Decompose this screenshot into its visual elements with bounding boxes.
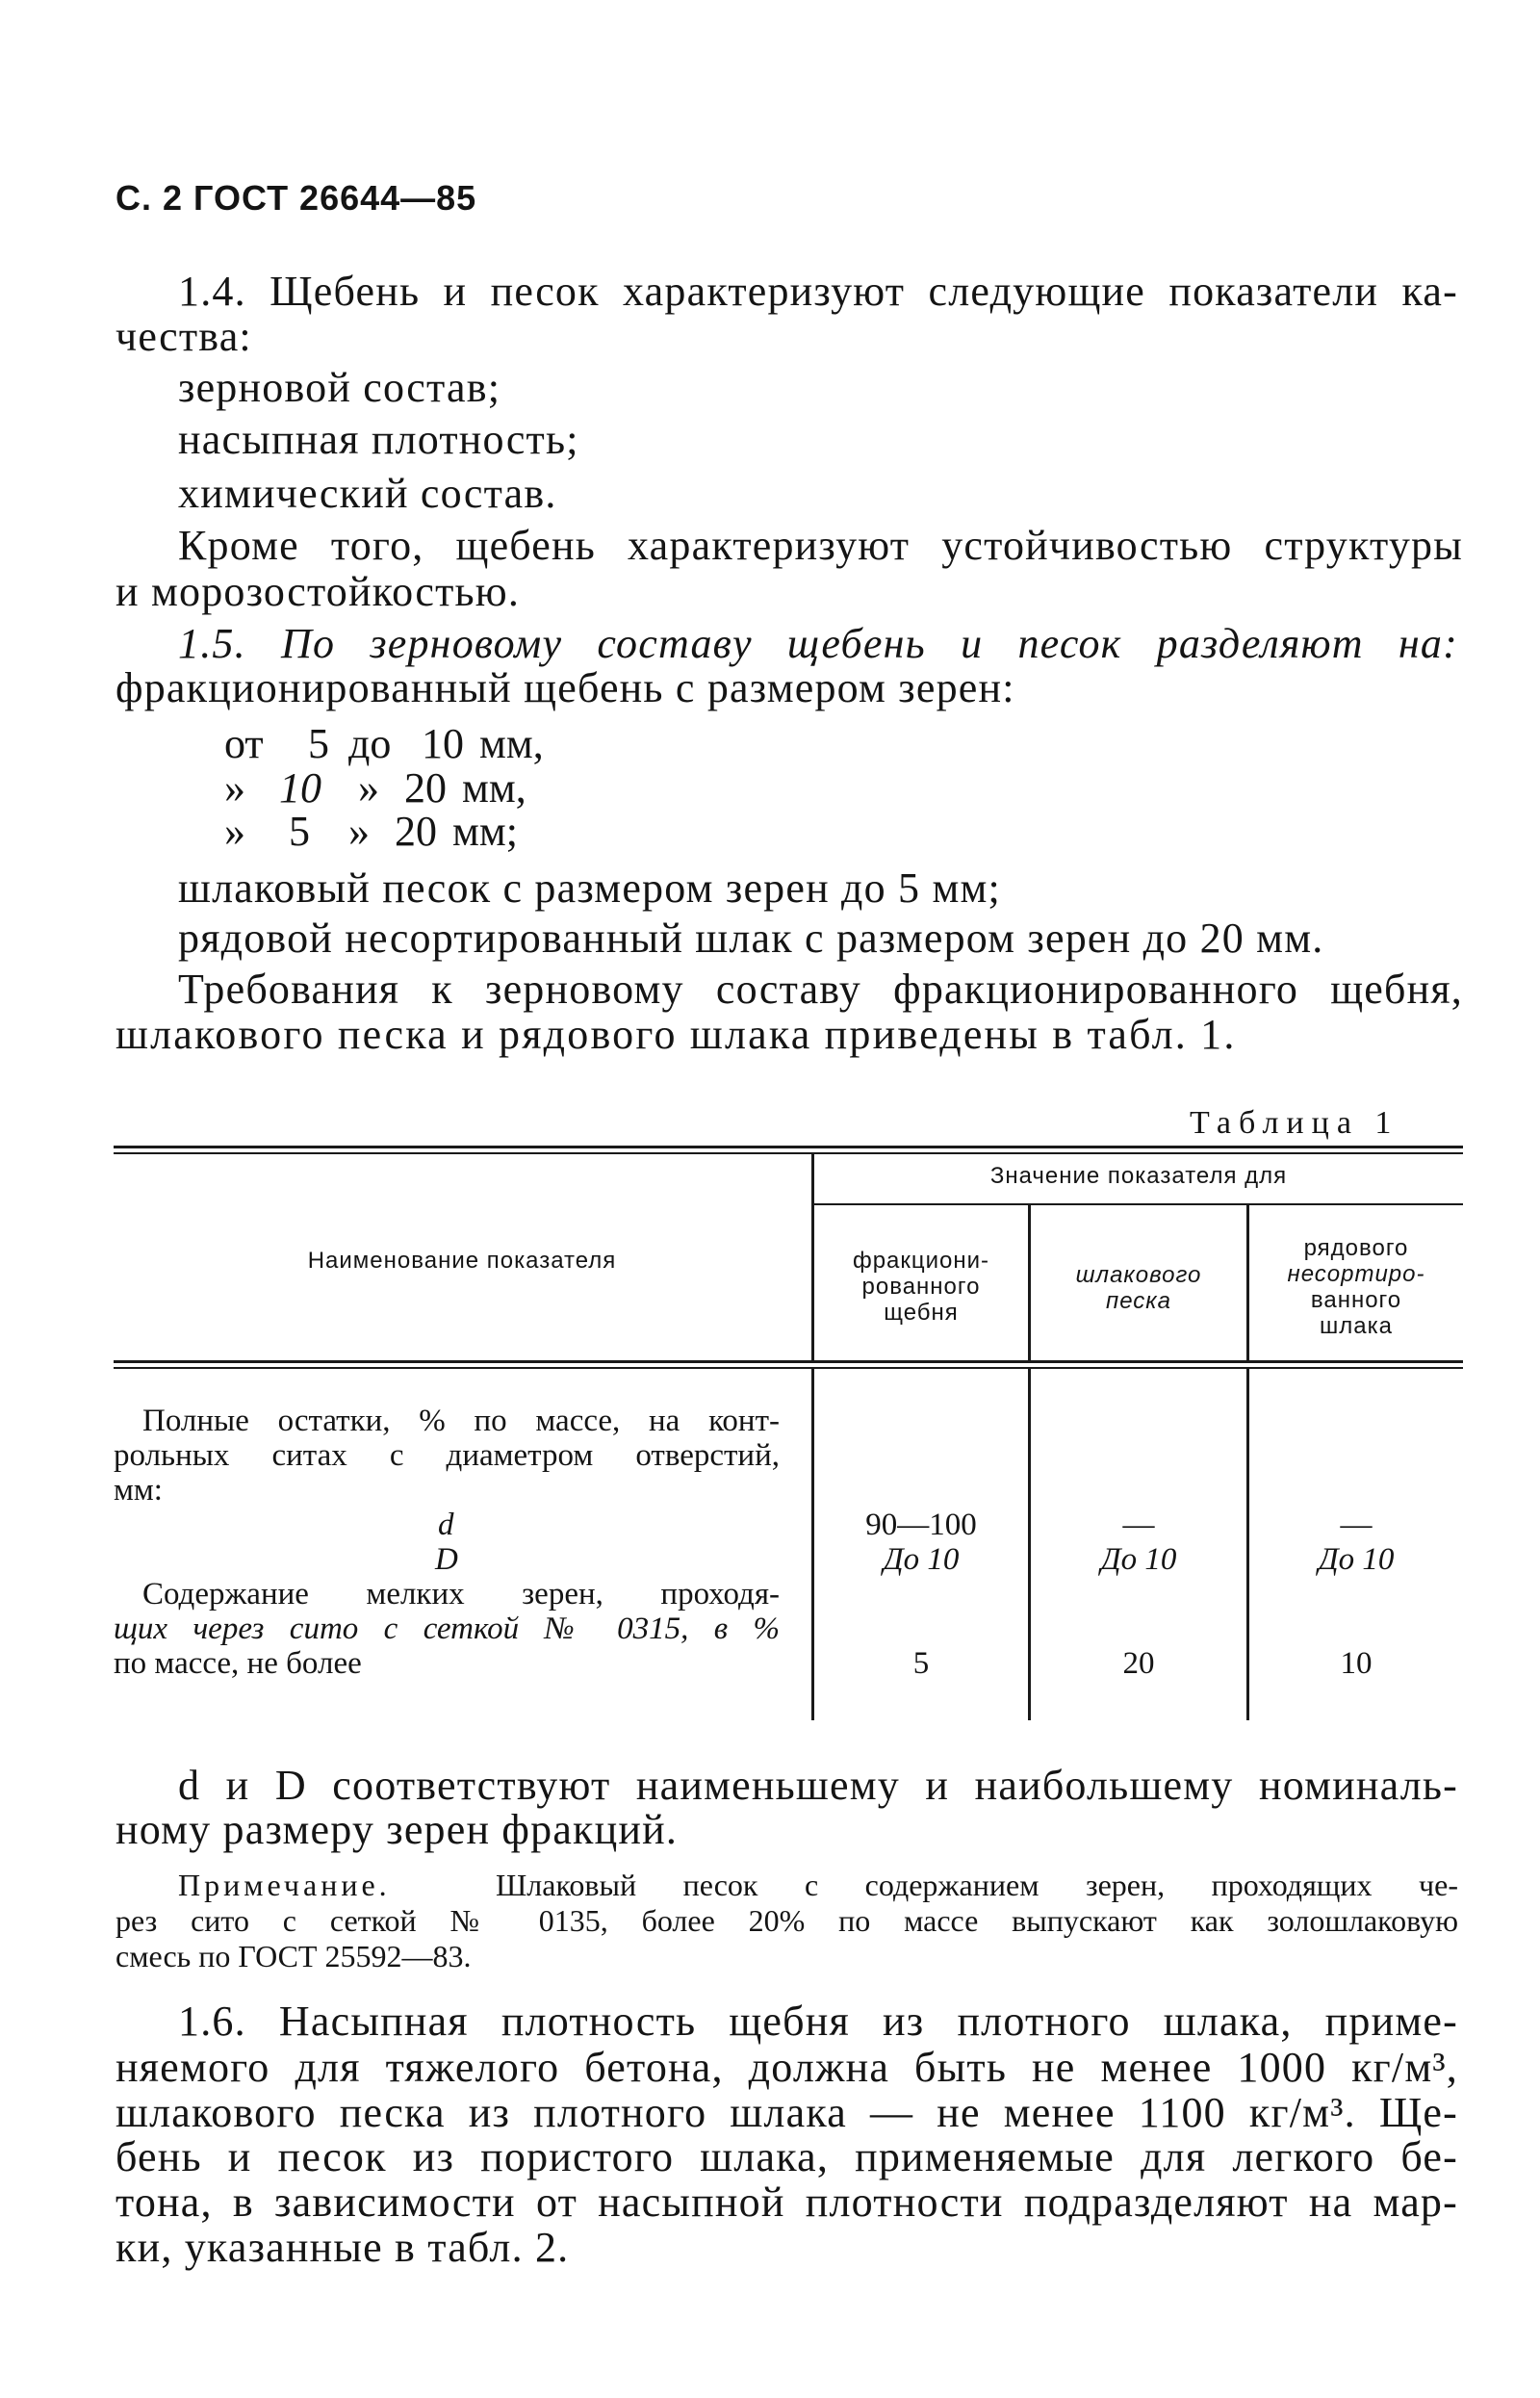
p15-req-line1: Требования к зерновому составу фракционированного щебня, <box>178 966 1463 1013</box>
table-top-rule-2 <box>114 1152 1463 1154</box>
th-col3-line4: шлака <box>1320 1313 1393 1339</box>
range-1-b: 5 <box>308 720 329 767</box>
cell-D-col2: До 10 <box>1100 1542 1177 1577</box>
p16-line2: няемого для тяжелого бетона, должна быть не менее 1000 кг/м³, <box>116 2044 1458 2091</box>
p14-item-1: зерновой состав; <box>178 364 501 411</box>
cell-fine-col2: 20 <box>1122 1646 1155 1681</box>
range-2-d: 20 <box>404 764 447 812</box>
p14-item-3: химический состав. <box>178 470 557 517</box>
row1-line1: Полные остатки, % по массе, на конт- <box>142 1404 780 1438</box>
p15-row-slag: рядовой несортированный шлак с размером зерен до 20 мм. <box>178 915 1324 962</box>
range-3-b: 5 <box>289 808 310 855</box>
table-title: Таблица 1 <box>1190 1105 1399 1141</box>
cell-fine-col1: 5 <box>912 1646 930 1681</box>
table-header-rule-2 <box>114 1367 1463 1369</box>
table-top-rule <box>114 1146 1463 1148</box>
row2-line3: по массе, не более <box>114 1646 362 1681</box>
range-1-c: до <box>348 720 392 767</box>
row2-line2: щих через сито с сеткой № 0315, в % <box>114 1612 780 1646</box>
p16-line6: ки, указанные в табл. 2. <box>116 2224 570 2271</box>
range-2-a: » <box>224 764 245 812</box>
p14-line2: чества: <box>116 313 252 360</box>
p16-line3: шлакового песка из плотного шлака — не менее 1100 кг/м³. Ще- <box>116 2089 1458 2136</box>
range-2-c: » <box>358 764 379 812</box>
th-col1 <box>814 1248 1028 1326</box>
note-line1: Шлаковый песок с содержанием зерен, проходящих че- <box>496 1868 1458 1902</box>
range-3-c: » <box>348 808 370 855</box>
th-col3-line2: несортиро- <box>1287 1261 1425 1287</box>
th-name: Наименование показателя <box>307 1248 617 1274</box>
th-col1-line1: фракциони- <box>852 1248 990 1274</box>
row1-line3: мм: <box>114 1473 163 1508</box>
p15-line1: 1.5. По зерновому составу щебень и песок разделяют на: <box>178 620 1458 667</box>
th-col1-line3: щебня <box>884 1300 959 1326</box>
th-col2-line2: песка <box>1106 1288 1171 1314</box>
after-table-line2: ному размеру зерен фракций. <box>116 1806 679 1853</box>
cell-D-col1: До 10 <box>883 1542 960 1577</box>
p14-extra-line1: Кроме того, щебень характеризуют устойчивостью структуры <box>178 522 1463 569</box>
th-col3-line1: рядового <box>1303 1235 1409 1261</box>
cell-d-col2: — <box>1122 1508 1155 1542</box>
th-col2-line1: шлакового <box>1075 1262 1202 1288</box>
range-1-e: мм, <box>479 720 544 767</box>
range-2-e: мм, <box>462 764 526 812</box>
p14-line1: 1.4. Щебень и песок характеризуют следующие показатели ка- <box>178 268 1458 315</box>
cell-d-col3: — <box>1340 1508 1373 1542</box>
cell-d-col1: 90—100 <box>865 1508 977 1542</box>
p15-slag-sand: шлаковый песок с размером зерен до 5 мм; <box>178 864 1001 912</box>
p14-item-2: насыпная плотность; <box>178 416 579 463</box>
p16-line4: бень и песок из пористого шлака, применяемые для легкого бе- <box>116 2133 1458 2180</box>
p15-req-line2: шлакового песка и рядового шлака приведены в табл. 1. <box>116 1011 1237 1058</box>
range-3-e: мм; <box>452 808 518 855</box>
range-1-a: от <box>224 720 264 767</box>
p16-line5: тона, в зависимости от насыпной плотности подразделяют на мар- <box>116 2179 1458 2226</box>
range-3-d: 20 <box>395 808 437 855</box>
row-d-label: d <box>438 1508 454 1542</box>
cell-D-col3: До 10 <box>1318 1542 1395 1577</box>
row2-line1: Содержание мелких зерен, проходя- <box>142 1577 780 1612</box>
p16-line1: 1.6. Насыпная плотность щебня из плотного шлака, приме- <box>178 1998 1458 2045</box>
th-col1-line2: рованного <box>861 1274 981 1300</box>
p15-line2: фракционированный щебень с размером зерен: <box>116 664 1015 711</box>
range-3-a: » <box>224 808 245 855</box>
note-label: Примечание. <box>178 1868 391 1902</box>
note-line3: смесь по ГОСТ 25592—83. <box>116 1939 472 1973</box>
row1-line2: рольных ситах с диаметром отверстий, <box>114 1438 780 1473</box>
table-header-rule <box>114 1360 1463 1363</box>
th-col2 <box>1031 1262 1246 1314</box>
after-table-line1: d и D соответствуют наименьшему и наибольшему номиналь- <box>178 1762 1458 1809</box>
th-group: Значение показателя для <box>989 1163 1288 1189</box>
range-2-b: 10 <box>279 764 321 812</box>
row-D-label: D <box>435 1542 458 1577</box>
table-group-rule <box>813 1203 1463 1205</box>
th-col3-line3: ванного <box>1310 1287 1402 1313</box>
p14-extra-line2: и морозостойкостью. <box>116 568 521 615</box>
cell-fine-col3: 10 <box>1340 1646 1373 1681</box>
th-col3 <box>1249 1235 1463 1339</box>
page-header: С. 2 ГОСТ 26644—85 <box>116 178 477 218</box>
note-line2: рез сито с сеткой № 0135, более 20% по массе выпускают как золошлаковую <box>116 1903 1458 1938</box>
range-1-d: 10 <box>422 720 464 767</box>
